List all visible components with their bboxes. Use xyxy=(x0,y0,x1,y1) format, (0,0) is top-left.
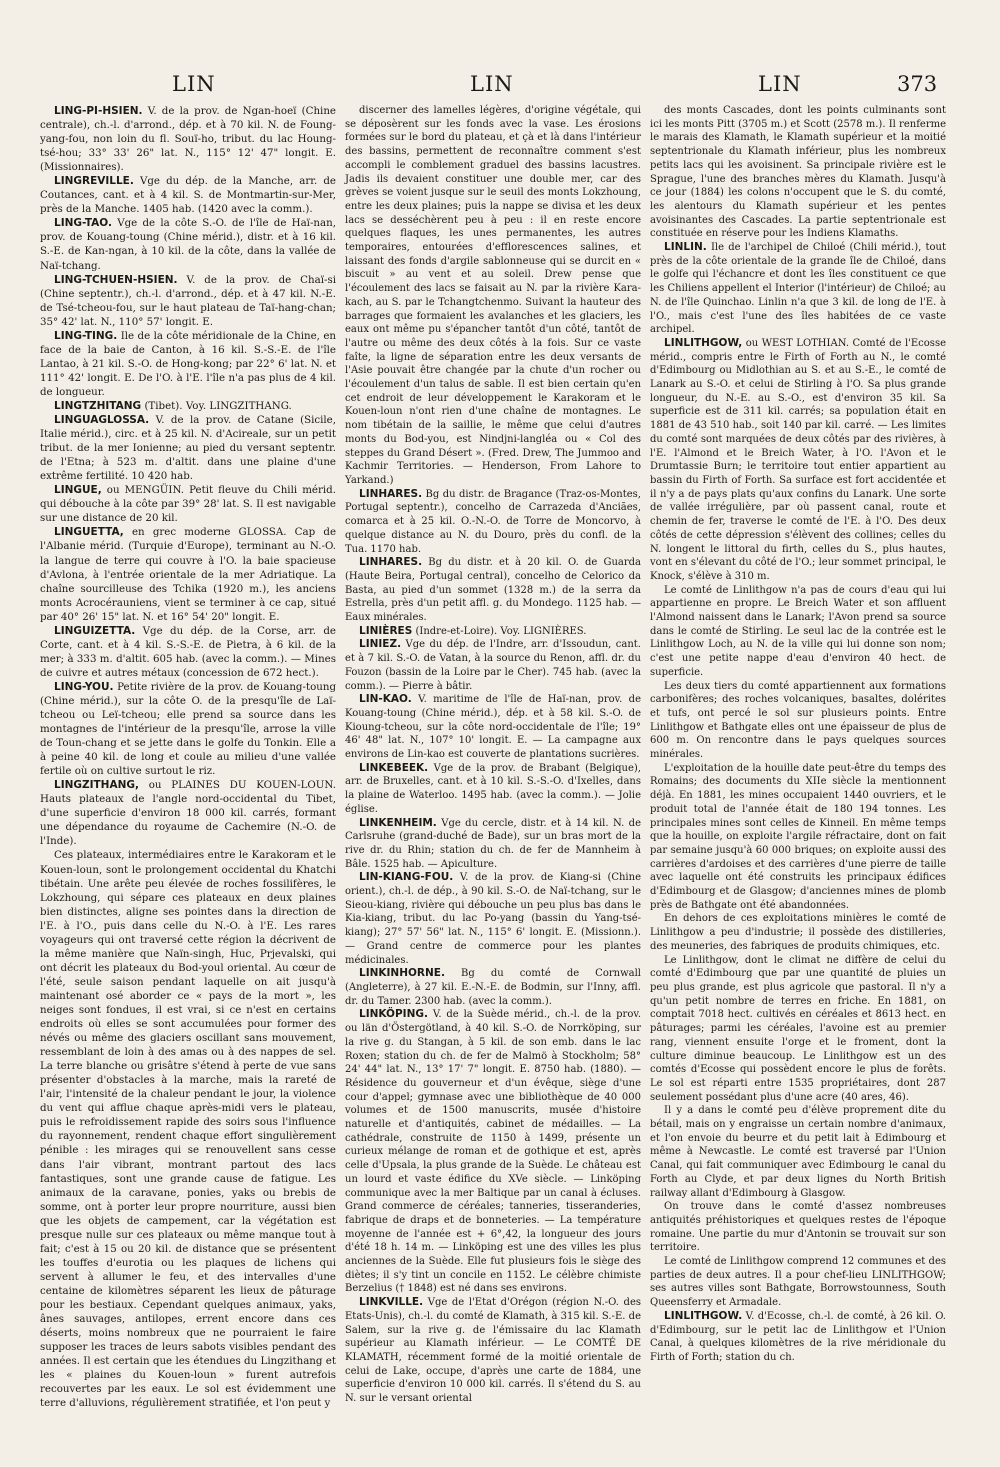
entry-text: en grec moderne GLOSSA. Cap de l'Albanie mérid. (Turquie d'Europe), terminant au N.-O. la langue de terre qui couvre à l'O. la baie spacieuse d'Avlona, à l'entrée orientale de la mer Adriatique. La chaîne sourcilleuse des Tchika (1920 m.), les anciens monts Acrocérauniens, vient se terminer à ce cap, situé par 40° 26' 15" lat. N. et 16° 54' 20" longit. E. xyxy=(40,526,337,623)
entry-headword: LINKINHORNE. xyxy=(359,967,445,980)
entry-text: (Tibet). Voy. LINGZITHANG. xyxy=(144,399,292,412)
dictionary-entry xyxy=(40,329,336,399)
dictionary-entry xyxy=(650,1255,946,1310)
entry-text: Vge de l'Etat d'Orégon (région N.-O. des Etats-Unis), ch.-l. du comté de Klamath, à 315 kil. S.-E. de Salem, sur la rive g. de l'émissaire du lac Klamath supérieur au Klamath inférieur. — Le COMTÉ DE KLAMATH, récemment formé de la moitié orientale de celui de Lake, occupe, d'après une carte de 1884, une superficie d'environ 10 000 kil. carrés. Il s'étend du S. au N. sur le versant oriental xyxy=(345,1297,641,1405)
entry-headword: LINGUAGLOSSA. xyxy=(54,414,150,427)
entry-headword: LINLITHGOW, xyxy=(664,336,743,349)
dictionary-entry xyxy=(650,1310,946,1365)
entry-headword: LINGREVILLE. xyxy=(54,175,134,188)
entry-text: V. de la Suède mérid., ch.-l. de la prov. ou län d'Östergötland, à 40 kil. S.-O. de Norrköping, sur la rive g. du Stangan, à 5 kil. de son emb. dans le lac Roxen; station du ch. de fer de Malmö à Stockholm; 58° 24' 44" lat. N., 13° 17' 7" longit. E. 8750 hab. (1880). — Résidence du gouverneur et d'un évêque, siège d'une cour d'appel; gymnase avec une bibliothèque de 40 000 volumes et de 1500 manuscrits, musée d'histoire naturelle et d'antiquités, cabinet de médailles. — La cathédrale, construite de 1150 à 1499, présente un curieux mélange de roman et de gothique et est, après celle d'Upsala, la plus grande de la Suède. Le château est un lourd et vaste édifice du XVe siècle. — Linköping communique avec la mer Baltique par un canal à écluses. Grand commerce de céréales; tanneries, tisseranderies, fabrique de draps et de bonneteries. — La température moyenne de l'année est + 6°,42, la longueur des jours d'été 18 h. 14 m. — Linköping est une des villes les plus anciennes de la Suède. Elle fut plusieurs fois le siège des diètes; il s'y tint un concile en 1152. Le célèbre chimiste Berzelius († 1848) est né dans ses environs. xyxy=(345,1009,641,1295)
entry-headword: LINGZITHANG, xyxy=(54,779,139,792)
entry-headword: LING-YOU. xyxy=(54,680,114,693)
entry-text: ou PLAINES DU KOUEN-LOUN. Hauts plateaux de l'angle nord-occidental du Tibet, d'une superficie d'environ 18 000 kil. carrés, formant une dépendance du royaume de Cachemire (N.-O. de l'Inde). xyxy=(40,779,336,848)
entry-text: Ile de la côte méridionale de la Chine, en face de la baie de Canton, à 16 kil. S.-S.-E. de l'île Lantao, à 21 kil. S.-O. de Hong-kong; par 22° 6' lat. N. et 111° 42' longit. E. De l'O. à l'E. l'île n'a pas plus de 4 kil. de longueur. xyxy=(40,329,337,398)
dictionary-entry xyxy=(40,483,336,525)
dictionary-entry xyxy=(650,104,946,241)
dictionary-entry xyxy=(345,104,641,488)
column-1 xyxy=(40,104,336,1410)
entry-headword: LINLIN. xyxy=(664,241,707,254)
entry-headword: LINIEZ. xyxy=(359,638,402,651)
entry-headword: LING-TING. xyxy=(54,329,118,342)
entry-text: ou WEST LOTHIAN. Comté de l'Ecosse mérid., compris entre le Firth of Forth au N., le comté d'Edimbourg ou Midlothian au S. et au S.-E., le comté de Lanark au S.-O. et celui de Stirling à l'O. Sa plus grande longueur, du N.-E. au S.-O., est d'environ 35 kil. Sa superficie est de 311 kil. carrés; sa population était en 1881 de 43 510 hab., soit 140 par kil. carré. — Les limites du comté sont marquées de deux côtés par des rivières, à l'E. l'Almond et le Breich Water, à l'O. l'Avon et le Drumtassie Burn; le territoire tout entier appartient au bassin du Firth of Forth. Sa surface est fort accidentée et il n'y a de pays plats qu'aux confins du Lanark. Une sorte de vallée irrégulière, par où passent canal, route et chemin de fer, traverse le comté de l'E. à l'O. Des deux côtés de cette dépression s'élèvent des collines; celles du N. longent le littoral du firth, celles du S., plus hautes, vont en s'élevant du côté de l'O.; leur sommet principal, le Knock, s'élève à 310 m. xyxy=(650,337,946,582)
entry-headword: LIN-KIANG-FOU. xyxy=(359,871,454,884)
running-head-center: LIN xyxy=(470,72,514,96)
entry-headword: LINGUETTA, xyxy=(54,526,124,539)
dictionary-entry xyxy=(40,216,336,272)
dictionary-entry xyxy=(345,638,641,693)
entry-headword: LINGTZHITANG xyxy=(54,399,142,412)
entry-headword: LINKÖPING. xyxy=(359,1008,428,1021)
dictionary-entry xyxy=(40,174,336,216)
entry-text: Le comté de Linlithgow comprend 12 communes et des parties de deux autres. Il a pour chef-lieu LINLITHGOW; ses autres villes sont Bathgate, Borrowstounness, South Queensferry et Armadale. xyxy=(650,1256,946,1309)
dictionary-entry xyxy=(40,624,336,680)
entry-headword: LING-PI-HSIEN. xyxy=(54,105,143,117)
column-3 xyxy=(650,104,946,1365)
dictionary-entry xyxy=(345,762,641,817)
running-head-right: LIN xyxy=(758,72,802,96)
dictionary-entry xyxy=(345,1008,641,1296)
entry-text: Les deux tiers du comté appartiennent aux formations carbonifères; des roches volcaniques, basaltes, dolérites et tufs, ont percé le sol sur plusieurs points. Entre Linlithgow et Bathgate elles ont une épaisseur de plus de 600 m. On rencontre dans le pays quelques sources minérales. xyxy=(650,680,946,761)
dictionary-entry xyxy=(650,680,946,762)
dictionary-entry xyxy=(345,556,641,625)
entry-headword: LINHARES. xyxy=(359,556,423,569)
dictionary-entry xyxy=(345,488,641,557)
dictionary-entry xyxy=(345,1296,641,1406)
dictionary-entry xyxy=(650,762,946,913)
entry-text: Il y a dans le comté peu d'élève proprement dite du bétail, mais on y engraisse un certain nombre d'animaux, et l'on envoie du beurre et du petit lait à Edimbourg et même à Newcastle. Le comté est traversé par l'Union Canal, qui fait communiquer avec Edimbourg le canal du Forth au Clyde, et par deux lignes du North British railway allant d'Edimbourg à Glasgow. xyxy=(650,1105,946,1199)
entry-text: (Indre-et-Loire). Voy. LIGNIÈRES. xyxy=(415,625,587,637)
entry-headword: LINIÈRES xyxy=(359,624,413,637)
dictionary-entry xyxy=(40,680,336,778)
entry-text: Vge de la prov. de Brabant (Belgique), arr. de Bruxelles, cant. et à 10 kil. S.-S.-O. d'Ixelles, dans la plaine de Waterloo. 1495 hab. (avec la comm.). — Jolie église. xyxy=(345,762,641,815)
entry-headword: LING-TAO. xyxy=(54,217,112,230)
entry-text: Vge de la côte S.-O. de l'île de Haï-nan, prov. de Kouang-toung (Chine mérid.), distr. et à 16 kil. S.-E. de Kan-ngan, à 10 kil. de la côte, dans la vallée de Naï-tchang. xyxy=(40,217,336,272)
entry-headword: LINKEBEEK. xyxy=(359,761,429,774)
dictionary-entry xyxy=(650,584,946,680)
page-number: 373 xyxy=(897,72,938,96)
dictionary-entry xyxy=(40,273,336,329)
dictionary-entry xyxy=(345,871,641,967)
entry-headword: LINLITHGOW. xyxy=(664,1309,743,1322)
entry-text: Vge du dép. de la Manche, arr. de Coutances, cant. et à 4 kil. S. de Montmartin-sur-Mer, près de la Manche. 1405 hab. (1420 avec la comm.). xyxy=(40,175,336,216)
entry-text: V. de la prov. de Kiang-si (Chine orient.), ch.-l. de dép., à 90 kil. S.-O. de Naï-tchang, sur le Sieou-kiang, rivière qui débouche un peu plus bas dans le Kia-kiang, tribut. du lac Po-yang (bassin du Yang-tsé-kiang); 27° 57' 56" lat. N., 115° 6' longit. E. (Missionn.). — Grand centre de commerce pour les plantes médicinales. xyxy=(345,872,641,966)
entry-text: Bg du distr. et à 20 kil. O. de Guarda (Haute Beira, Portugal central), concelho de Celorico da Basta, au pied d'un sommet (1328 m.) de la serra da Estrella, près d'un petit affl. g. du Mondego. 1125 hab. — Eaux minérales. xyxy=(345,557,641,624)
dictionary-entry xyxy=(345,625,641,639)
entry-headword: LINKENHEIM. xyxy=(359,816,437,829)
entry-headword: LINGUE, xyxy=(54,484,102,497)
dictionary-entry xyxy=(650,337,946,584)
entry-text: ou MENGÜIN. Petit fleuve du Chili mérid. qui débouche à la côte par 39° 28' lat. S. Il est navigable sur une distance de 20 kil. xyxy=(40,484,336,525)
entry-text: Vge du cercle, distr. et à 14 kil. N. de Carlsruhe (grand-duché de Bade), sur un bras mort de la rive dr. du Rhin; station du ch. de fer de Mannheim à Bâle. 1525 hab. — Apiculture. xyxy=(345,817,641,870)
dictionary-entry xyxy=(650,954,946,1105)
entry-text: Ces plateaux, intermédiaires entre le Karakoram et le Kouen-loun, sont le prolongement occidental du Khatchi tibétain. Une arête peu élevée de roches fossilifères, le Lokzhoung, qui sépare ces plateaux en deux plaines bien distinctes, aligne ses pointes dans la direction de l'E. à l'O., puis dans celle du N.-O. à l'E. Les rares voyageurs qui ont traversé cette région la décrivent de la même manière que Naïn-singh, Huc, Prjevalski, qui ont décrit les plateaux du Bod-youl oriental. Au cœur de l'été, seule saison pendant laquelle on ait jusqu'à maintenant osé aborder ce « pays de la mort », les neiges sont fondues, il est vrai, si ce n'est en certains endroits où elles se sont accumulées pour former des névés ou même des glaciers oscillant sans mouvement, ressemblant de loin à des amas ou à des nappes de sel. La terre blanche ou grisâtre s'étend à perte de vue sans présenter d'obstacles à la marche, mais la rareté de l'air, l'intensité de la chaleur pendant le jour, la violence du vent qui afflue chaque après-midi vers le plateau, puis le refroidissement rapide des soirs sous l'influence du rayonnement, rendent chaque effort singulièrement pénible : les mirages qui se renouvellent sans cesse dans l'air vibrant, montrant partout des lacs fantastiques, sont une grande cause de fatigue. Les animaux de la caravane, ponies, yaks ou brebis de somme, ont à porter leur propre nourriture, aussi bien que les objets de campement, car la végétation est presque nulle sur ces plateaux ou même manque tout à fait; c'est à 15 ou 20 kil. de distance que se présentent les touffes d'eurotia ou les plaques de lichens qui servent à allumer le feu, et des intervalles d'une centaine de kilomètres séparent les lieux de pâturage pour les bestiaux. Cependant quelques animaux, yaks, ânes sauvages, antilopes, errent encore dans ces déserts, moins nombreux que ne pourraient le faire supposer les traces de leurs sabots visibles pendant des années. Il est certain que les étendues du Lingzithang et les « plaines du Kouen-loun » furent autrefois recouvertes par les eaux. Le sol est évidemment une terre d'alluvions, régulièrement stratifiée, et l'on peut y xyxy=(40,849,336,1410)
dictionary-entry xyxy=(40,525,336,623)
dictionary-entry xyxy=(345,967,641,1008)
entry-text: V. de la prov. de Catane (Sicile, Italie mérid.), circ. et à 25 kil. N. d'Acireale, sur un petit tribut. de la mer Ionienne; au pied du versant septentr. de l'Etna; à 523 m. d'altit. dans une plaine d'une extrême fertilité. 10 420 hab. xyxy=(40,414,336,483)
dictionary-entry xyxy=(345,693,641,762)
entry-text: En dehors de ces exploitations minières le comté de Linlithgow a peu d'industrie; il possède des distilleries, des meuneries, des fabriques de produits chimiques, etc. xyxy=(650,913,946,952)
entry-headword: LINHARES. xyxy=(359,487,423,500)
entry-text: Petite rivière de la prov. de Kouang-toung (Chine mérid.), sur la côte O. de la presqu'île de Laï-tcheou ou Leï-tcheou; elle prend sa source dans les montagnes de l'intérieur de la presqu'île, arrose la ville de Toun-chang et se jette dans le golfe du Tonkin. Elle a à peine 40 kil. de long et coule au milieu d'une vallée fertile où on cultive surtout le riz. xyxy=(40,680,337,778)
dictionary-entry xyxy=(40,413,336,483)
entry-text: L'exploitation de la houille date peut-être du temps des Romains; des documents du XIIe siècle la mentionnent déjà. En 1881, les mines occupaient 1440 ouvriers, et le produit total de l'année était de 180 194 tonnes. Les principales mines sont celles de Kinneil. En même temps que la houille, on exploite l'argile réfractaire, dont on fait par semaine jusqu'à 60 000 briques; on exploite aussi des carrières d'ardoises et des carrières d'une pierre de taille avec laquelle ont été construits les principaux édifices d'Edimbourg et de Glasgow; d'anciennes mines de plomb près de Bathgate ont été abandonnées. xyxy=(650,762,946,911)
dictionary-entry xyxy=(650,912,946,953)
dictionary-entry xyxy=(650,1104,946,1200)
entry-text: Vge du dép. de l'Indre, arr. d'Issoudun, cant. et à 7 kil. S.-O. de Vatan, à la source du Renon, affl. dr. du Fouzon (bassin de la Loire par le Cher). 745 hab. (avec la comm.). — Pierre à bâtir. xyxy=(345,639,641,692)
dictionary-entry xyxy=(650,1200,946,1255)
entry-text: V. de la prov. de Chaï-si (Chine septentr.), ch.-l. d'arrond., dép. et à 47 kil. N.-E. de Tsé-tcheou-fou, sur le haut plateau de Taï-hang-chan; 35° 42' lat. N., 110° 57' longit. E. xyxy=(40,273,336,328)
column-2 xyxy=(345,104,641,1406)
entry-text: discerner des lamelles légères, d'origine végétale, qui se déposèrent sur les fonds avec la vase. Les érosions formées sur le bord du plateau, et çà et là dans l'intérieur des bassins, permettent de reconnaître comment s'est accompli le comblement graduel des bassins lacustres. Jadis ils devaient constituer une double mer, car des grèves se voient jusque sur le seuil des monts Lokzhoung, entre les deux plaines; puis la nappe se divisa et les deux lacs se desséchèrent peu à peu : il en reste encore quelques flaques, les unes permanentes, les autres temporaires, entourées d'efflorescences salines, et laissant des fonds d'argile sablonneuse qui se durcit en « biscuit » au vent et au soleil. Drew pense que l'écoulement des lacs se faisait au N. par la rivière Kara-kach, au S. par le Tchangtchenmo. Suivant la hauteur des barrages que formaient les avalanches et les glaciers, les eaux ont même pu s'épancher tantôt d'un côté, tantôt de l'autre ou même des deux côtés à la fois. Sur ce vaste faîte, la ligne de séparation entre les deux versants de l'Asie pouvait être changée par la chute d'un rocher ou l'écoulement d'un talus de sable. Il est bien certain qu'en cet endroit de leur développement le Karakoram et le Kouen-loun n'ont rien d'une chaîne de montagnes. Le nom tibétain de la saillie, le même que celui d'autres monts du Bod-you, est Nindjni-langléa ou « Col des steppes du Grand Désert ». (Fred. Drew, The Jummoo and Kachmir Territories. — Henderson, From Lahore to Yarkand.) xyxy=(345,105,641,486)
entry-headword: LIN-KAO. xyxy=(359,693,412,706)
dictionary-entry xyxy=(345,817,641,872)
dictionary-entry xyxy=(650,241,946,337)
entry-text: V. d'Ecosse, ch.-l. de comté, à 26 kil. O. d'Edimbourg, sur le petit lac de Linlithgow et l'Union Canal, à quelques kilomètres de la rive méridionale du Firth of Forth; station du ch. xyxy=(650,1310,946,1363)
entry-headword: LING-TCHUEN-HSIEN. xyxy=(54,273,178,286)
entry-text: V. maritime de l'île de Haï-nan, prov. de Kouang-toung (Chine mérid.), dép. et à 58 kil. S.-O. de Kioung-tcheou, sur la côte nord-occidentale de l'île; 19° 46' 48" lat. N., 107° 10' longit. E. — La campagne aux environs de Lin-kao est couverte de plantations sucrières. xyxy=(345,694,641,761)
entry-text: Vge du dép. de la Corse, arr. de Corte, cant. et à 4 kil. S.-S.-E. de Pietra, à 6 kil. de la mer; à 333 m. d'altit. 605 hab. (avec la comm.). — Mines de cuivre et autres métaux (concession de 672 hect.). xyxy=(40,624,336,679)
entry-text: On trouve dans le comté d'assez nombreuses antiquités préhistoriques et quelques restes de l'époque romaine. Une partie du mur d'Antonin se trouvait sur son territoire. xyxy=(650,1201,946,1254)
entry-text: Le comté de Linlithgow n'a pas de cours d'eau qui lui appartienne en propre. Le Breich Water et son affluent l'Almond naissent dans le Lanark; l'Avon prend sa source dans le comté de Stirling. Le seul lac de la contrée est le Linlithgow Loch, au N. de la ville qui lui donne son nom; c'est une petite nappe d'eau d'environ 40 hect. de superficie. xyxy=(650,584,946,678)
entry-text: Le Linlithgow, dont le climat ne diffère de celui du comté d'Edimbourg que par une quantité de pluies un peu plus grande, est plus agricole que pastoral. Il n'y a qu'un petit nombre de terres en friche. En 1881, on comptait 7018 hect. cultivés en céréales et 8613 hect. en pâturages; parmi les céréales, l'avoine est au premier rang, viennent ensuite l'orge et le froment, dont la culture diminue beaucoup. Le Linlithgow est un des comtés d'Ecosse qui possèdent encore le plus de forêts. Le sol est réparti entre 1535 propriétaires, dont 287 seulement possédant plus d'une acre (40 ares, 46). xyxy=(650,954,946,1103)
running-header xyxy=(0,72,1000,102)
entry-text: V. de la prov. de Ngan-hoeï (Chine centrale), ch.-l. d'arrond., dép. et à 70 kil. N. de Foung-yang-fou, non loin du fl. Souï-ho, tribut. du lac Houng-tsé-hou; 33° 33' 26" lat. N., 115° 12' 47" longit. E. (Missionnaires). xyxy=(40,105,336,174)
entry-headword: LINKVILLE. xyxy=(359,1296,424,1309)
entry-text: Ile de l'archipel de Chiloé (Chili mérid.), tout près de la côte orientale de la grande île de Chiloé, dans le golfe qui l'échancre et dont les îles constituent ce que les Chiliens appellent el Interior (l'intérieur) de Chiloé; au N. de l'île Quinchao. Linlin n'a que 3 kil. de long de l'E. à l'O., mais c'est l'une des îles habitées de ce vaste archipel. xyxy=(650,242,946,336)
entry-text: Bg du comté de Cornwall (Angleterre), à 27 kil. E.-N.-E. de Bodmin, sur l'Inny, affl. dr. du Tamer. 2300 hab. (avec la comm.). xyxy=(345,968,641,1007)
running-head-left: LIN xyxy=(172,72,216,96)
dictionary-entry xyxy=(40,399,336,413)
dictionary-entry xyxy=(40,778,336,848)
entry-text: Bg du distr. de Bragance (Traz-os-Montes, Portugal septentr.), concelho de Carrazeda d'Anciães, comarca et à 25 kil. O.-N.-O. de Torre de Moncorvo, à quelque distance au N. du Douro, près du confl. de la Tua. 1170 hab. xyxy=(345,488,641,555)
dictionary-entry xyxy=(40,104,336,174)
entry-headword: LINGUIZETTA. xyxy=(54,624,136,637)
entry-text: des monts Cascades, dont les points culminants sont ici les monts Pitt (3705 m.) et Scott (2578 m.). Il renferme le marais des Klamath, le Klamath supérieur et la moitié septentrionale du Klamath inférieur, plus les nombreux petits lacs qui les avoisinent. Sa principale rivière est le Sprague, l'une des branches mères du Klamath. Jusqu'à ce jour (1884) les colons n'occupent que le S. du comté, les alentours du Klamath supérieur et les pentes avoisinantes des Cascades. La partie septentrionale est constituée en réserve pour les Indiens Klamaths. xyxy=(650,105,946,240)
dictionary-entry xyxy=(40,848,336,1410)
